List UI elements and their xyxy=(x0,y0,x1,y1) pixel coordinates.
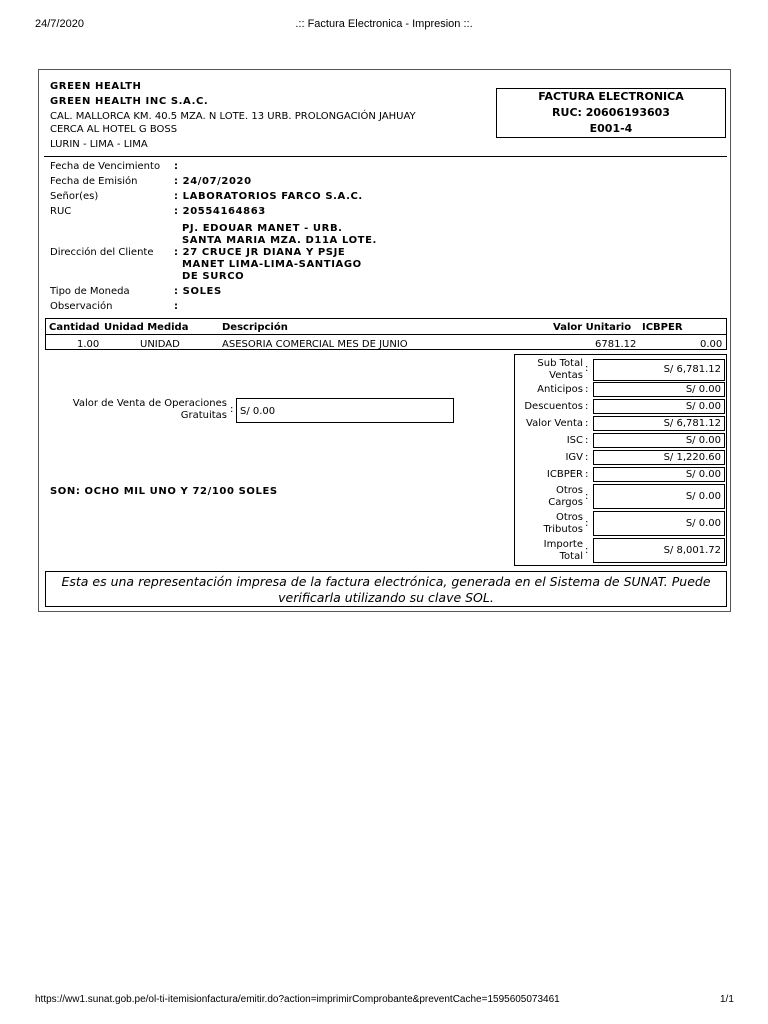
totals-row-isc xyxy=(515,433,726,449)
emisor-address-line2: CERCA AL HOTEL G BOSS xyxy=(50,124,178,135)
totals-colon: : xyxy=(585,401,589,412)
anticipos-label: Anticipos xyxy=(537,384,583,395)
anticipos-value: S/ 0.00 xyxy=(593,382,725,397)
page-number: 1/1 xyxy=(720,994,734,1005)
totals-row-igv xyxy=(515,450,726,466)
emisor-legal-name: GREEN HEALTH INC S.A.C. xyxy=(50,96,209,107)
importe-total-label: Importe Total xyxy=(543,539,583,562)
totals-row-descuentos xyxy=(515,399,726,415)
currency-label: Tipo de Moneda xyxy=(50,286,130,297)
table-row-icbper: 0.00 xyxy=(700,339,723,350)
descuentos-value: S/ 0.00 xyxy=(593,399,725,414)
totals-colon: : xyxy=(585,491,589,502)
subtotal-label: Sub Total Ventas xyxy=(537,358,583,381)
table-row-description: ASESORIA COMERCIAL MES DE JUNIO xyxy=(222,339,408,350)
client-address-line: PJ. EDOUAR MANET - URB. xyxy=(182,223,343,234)
free-ops-colon: : xyxy=(230,404,234,415)
client-label: Señor(es) xyxy=(50,191,99,202)
icbper-value: S/ 0.00 xyxy=(593,467,725,482)
subtotal-value: S/ 6,781.12 xyxy=(593,359,725,381)
totals-row-anticipos xyxy=(515,382,726,398)
table-header-divider xyxy=(46,334,726,335)
due-date-value: : xyxy=(174,161,179,172)
totals-row-subtotal xyxy=(515,357,726,381)
column-header-unit-value: Valor Unitario xyxy=(553,322,632,333)
emisor-address-line3: LURIN - LIMA - LIMA xyxy=(50,139,148,150)
observation-value: : xyxy=(174,301,179,312)
isc-label: ISC xyxy=(566,435,583,446)
igv-label: IGV xyxy=(565,452,583,463)
totals-row-importe-total xyxy=(515,538,726,564)
print-date: 24/7/2020 xyxy=(35,18,84,30)
page-url: https://ww1.sunat.gob.pe/ol-ti-itemisionfactura/emitir.do?action=imprimirComprobante&preventCache=1595605073461 xyxy=(35,994,560,1005)
totals-colon: : xyxy=(585,469,589,480)
table-row-quantity: 1.00 xyxy=(77,339,100,350)
otros-cargos-value: S/ 0.00 xyxy=(593,484,725,509)
totals-colon: : xyxy=(585,363,589,374)
totals-colon: : xyxy=(585,545,589,556)
invoice-ruc: RUC: 20606193603 xyxy=(552,106,670,119)
currency-value: : SOLES xyxy=(174,286,222,297)
valor-venta-value: S/ 6,781.12 xyxy=(593,416,725,431)
free-ops-value: S/ 0.00 xyxy=(236,398,454,423)
totals-box xyxy=(514,354,727,566)
client-address-line: : 27 CRUCE JR DIANA Y PSJE xyxy=(174,247,346,258)
client-ruc-value: : 20554164863 xyxy=(174,206,266,217)
emisor-name: GREEN HEALTH xyxy=(50,81,142,92)
totals-colon: : xyxy=(585,384,589,395)
otros-tributos-label: Otros Tributos xyxy=(543,512,583,535)
descuentos-label: Descuentos xyxy=(524,401,583,412)
free-ops-label-line1: Valor de Venta de Operaciones xyxy=(72,398,227,409)
client-ruc-label: RUC xyxy=(50,206,72,217)
client-address-line: MANET LIMA-LIMA-SANTIAGO xyxy=(182,259,362,270)
client-address-line: SANTA MARIA MZA. D11A LOTE. xyxy=(182,235,377,246)
totals-row-otros-cargos xyxy=(515,484,726,510)
client-address-label: Dirección del Cliente xyxy=(50,247,154,258)
column-header-quantity: Cantidad xyxy=(49,322,100,333)
header-divider xyxy=(44,156,727,157)
due-date-label: Fecha de Vencimiento xyxy=(50,161,161,172)
totals-colon: : xyxy=(585,452,589,463)
totals-row-icbper xyxy=(515,467,726,483)
invoice-type: FACTURA ELECTRONICA xyxy=(538,90,684,103)
free-ops-label-line2: Gratuitas xyxy=(180,410,227,421)
table-row-unit: UNIDAD xyxy=(140,339,180,350)
totals-row-otros-tributos xyxy=(515,511,726,537)
invoice-number: E001-4 xyxy=(589,122,633,135)
observation-label: Observación xyxy=(50,301,113,312)
totals-colon: : xyxy=(585,435,589,446)
totals-colon: : xyxy=(585,518,589,529)
column-header-unit: Unidad Medida xyxy=(104,322,189,333)
icbper-label: ICBPER xyxy=(546,469,583,480)
valor-venta-label: Valor Venta xyxy=(526,418,583,429)
invoice-document xyxy=(38,69,731,612)
legal-notice: Esta es una representación impresa de la factura electrónica, generada en el Sistema de SUNAT. Puede verificarla utilizando su clave SOL. xyxy=(45,571,727,607)
totals-colon: : xyxy=(585,418,589,429)
invoice-id-box xyxy=(496,88,726,138)
client-value: : LABORATORIOS FARCO S.A.C. xyxy=(174,191,363,202)
page-title: .:: Factura Electronica - Impresion ::. xyxy=(295,18,473,30)
column-header-description: Descripción xyxy=(222,322,288,333)
issue-date-label: Fecha de Emisión xyxy=(50,176,138,187)
table-row-unit-value: 6781.12 xyxy=(595,339,637,350)
issue-date-value: : 24/07/2020 xyxy=(174,176,252,187)
emisor-address-line1: CAL. MALLORCA KM. 40.5 MZA. N LOTE. 13 URB. PROLONGACIÓN JAHUAY xyxy=(50,111,416,122)
otros-tributos-value: S/ 0.00 xyxy=(593,511,725,536)
isc-value: S/ 0.00 xyxy=(593,433,725,448)
igv-value: S/ 1,220.60 xyxy=(593,450,725,465)
otros-cargos-label: Otros Cargos xyxy=(548,485,583,508)
client-address-line: DE SURCO xyxy=(182,271,245,282)
amount-in-words: SON: OCHO MIL UNO Y 72/100 SOLES xyxy=(50,486,278,497)
totals-row-valor-venta xyxy=(515,416,726,432)
items-table xyxy=(45,318,727,350)
column-header-icbper: ICBPER xyxy=(642,322,683,333)
importe-total-value: S/ 8,001.72 xyxy=(593,538,725,563)
